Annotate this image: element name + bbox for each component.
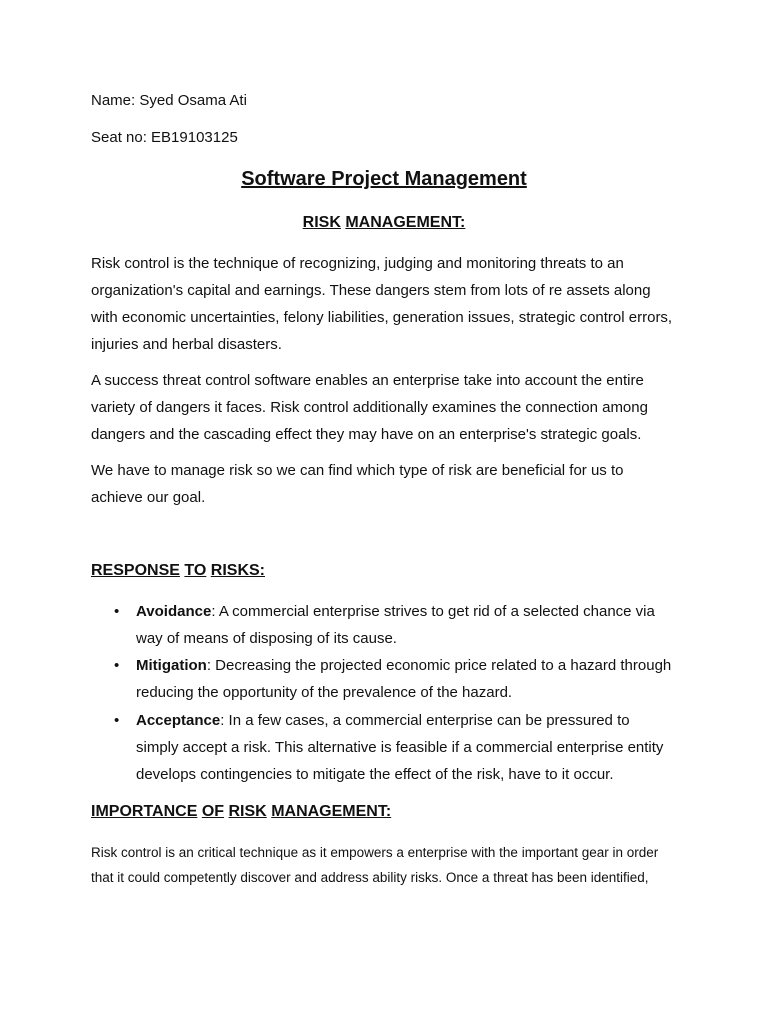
document-title [0,166,768,192]
bullet-term: Mitigation [136,657,207,674]
heading-word: RISK [302,214,341,231]
bullet-icon: • [114,657,120,674]
text-line: Risk control is the technique of recognizing, judging and monitoring threats to an [91,255,624,272]
heading-word: MANAGEMENT: [345,214,466,231]
text-line: develops contingencies to mitigate the effect of the risk, have to it occur. [136,766,614,783]
text-line: Risk control is an critical technique as it empowers a enterprise with the important gear in order [91,845,659,860]
bullet-item-avoidance [136,598,696,652]
section-heading-risk-management [0,212,768,234]
bullet-item-acceptance [136,707,696,788]
text-line: injuries and herbal disasters. [91,336,282,353]
text-line: that it could competently discover and address ability risks. Once a threat has been identified, [91,870,649,885]
paragraph-manage-risk [91,457,691,511]
bullet-icon: • [114,603,120,620]
bullet-text: : A commercial enterprise strives to get rid of a selected chance via [211,603,655,620]
seat-number: Seat no: EB19103125 [91,129,238,146]
bullet-item-mitigation [136,652,696,706]
heading-word: TO [184,562,207,579]
heading-word: RISK [228,803,267,820]
bullet-text: : In a few cases, a commercial enterprise can be pressured to [220,712,630,729]
heading-word: IMPORTANCE [91,803,198,820]
paragraph-importance [91,840,691,890]
paragraph-risk-control [91,250,691,358]
text-line: variety of dangers it faces. Risk control additionally examines the connection among [91,399,648,416]
heading-word: MANAGEMENT: [271,803,392,820]
text-line: achieve our goal. [91,489,206,506]
bullet-term: Avoidance [136,603,212,620]
section-heading-importance [91,801,391,823]
bullet-text: : Decreasing the projected economic price related to a hazard through [206,657,672,674]
heading-word: OF [201,803,225,820]
text-line: We have to manage risk so we can find which type of risk are beneficial for us to [91,462,624,479]
text-line: way of means of disposing of its cause. [136,630,397,647]
text-line: A success threat control software enables an enterprise take into account the entire [91,372,644,389]
text-line: with economic uncertainties, felony liabilities, generation issues, strategic control errors, [91,309,673,326]
text-line: dangers and the cascading effect they may have on an enterprise's strategic goals. [91,426,642,443]
document-title-text: Software Project Management [241,168,527,190]
section-heading-response-to-risks [91,560,265,582]
heading-word: RISKS: [210,562,265,579]
paragraph-threat-control [91,367,691,448]
bullet-term: Acceptance [136,712,221,729]
heading-word: RESPONSE [91,562,180,579]
text-line: organization's capital and earnings. These dangers stem from lots of re assets along [91,282,651,299]
text-line: simply accept a risk. This alternative is feasible if a commercial enterprise entity [136,739,664,756]
student-name: Name: Syed Osama Ati [91,92,247,109]
text-line: reducing the opportunity of the prevalence of the hazard. [136,684,513,701]
bullet-icon: • [114,712,120,729]
